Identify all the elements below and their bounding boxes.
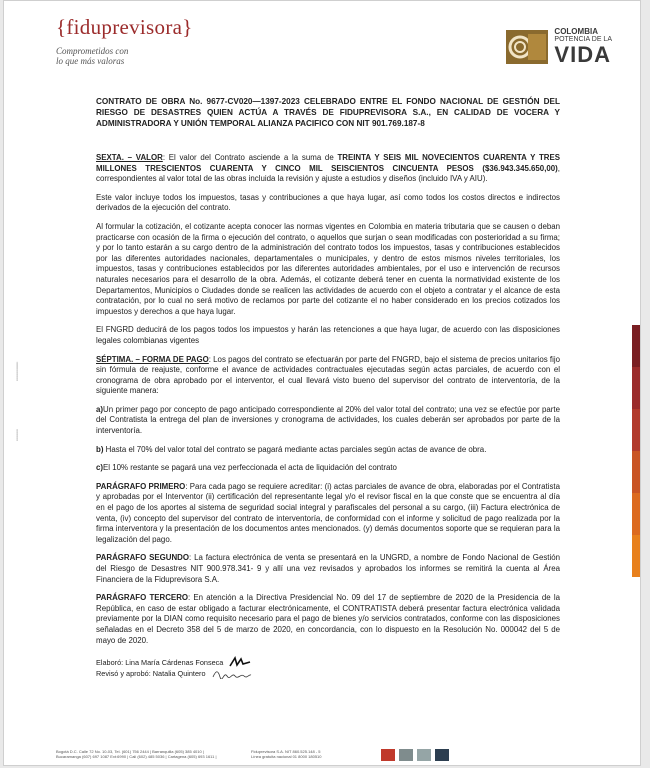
colombia-text: COLOMBIA bbox=[554, 27, 598, 36]
paragrafo-segundo: PARÁGRAFO SEGUNDO: La factura electrónica de venta se presentará en la UNGRD, a nombre de Fondo Nacional de Gestión del Riesgo de Desastres NIT 900.978.341- 9 y allí una vez revisados y aprobados los informes se remitirá la cuenta al Área Financiera de la Fiduprevisora S.A. bbox=[96, 553, 560, 584]
side-margin-text-2: ▪▪▪▪▪▪▪▪▪▪▪ bbox=[15, 429, 19, 441]
footer-offices-1: Bogotá D.C. Calle 72 No. 10-03, Tel. (601) 756 2444 | Barranquilla (605) 385 4010 | bbox=[56, 749, 204, 754]
color-bar-segment bbox=[632, 451, 640, 493]
reviso-text: Revisó y aprobó: Natalia Quintero bbox=[96, 669, 206, 679]
signature-block bbox=[96, 656, 560, 679]
clause-septima: SÉPTIMA. – FORMA DE PAGO: Los pagos del contrato se efectuarán por parte del FNGRD, bajo el sistema de precios unitarios fijo sin fórmula de reajuste, conforme el avance de actividades contractuales ejecutadas según actas parciales, de acuerdo con el cronograma de obra aprobado por el interventor, el cual llevará visto bueno del supervisor del contrato de interventoría, de la siguiente manera: bbox=[96, 354, 560, 396]
footer-phone: Línea gratuita nacional 01 8000 180510 bbox=[251, 754, 322, 759]
color-bar-segment bbox=[632, 409, 640, 451]
clause-sexta: SEXTA. – VALOR: El valor del Contrato asciende a la suma de TREINTA Y SEIS MIL NOVECIENTOS CUARENTA Y TRES MILLONES TRESCIENTOS CUARENTA Y CINCO MIL SEISCIENTOS CINCUENTA PESOS ($36.943.345.650,00), correspondientes al valor total de las obras incluida la revisión y ajuste a estudios y diseños (incluido IVA y AIU). bbox=[96, 153, 561, 184]
color-bar-segment bbox=[632, 535, 640, 577]
paragraph-taxes: Este valor incluye todos los impuestos, tasas y contribuciones a que haya lugar, así como todos los costos directos e indirectos derivados de la ejecución del contrato. bbox=[96, 192, 560, 213]
footer-logos bbox=[381, 749, 453, 761]
footer-logo-block bbox=[381, 749, 395, 761]
elaboro-text: Elaboró: Lina María Cárdenas Fonseca bbox=[96, 657, 224, 667]
paragrafo-primero: PARÁGRAFO PRIMERO: Para cada pago se requiere acreditar: (i) actas parciales de avance de obra, elaboradas por el Contratista y aprobadas por el Interventor (ii) certificación del representante legal y/o el revisor fiscal en la que conste que se encuentra al día en el pago de los aportes al sistema de seguridad social integral y parafiscales del personal a su cargo, (iii) Factura electrónica de venta, (iv) concepto del supervisor del contrato de interventoría, de conformidad con el informe y solicitud de pago realizada por la firma interventora y la presentación de los documentos antes mencionados. (y) demás documentos soporte que se requieran para la legalización del pago. bbox=[96, 481, 560, 544]
color-bar-segment bbox=[632, 493, 640, 535]
fiduprevisora-logo bbox=[56, 15, 193, 66]
footer-logo-block bbox=[417, 749, 431, 761]
footer-logo-block bbox=[399, 749, 413, 761]
color-bar-segment bbox=[632, 367, 640, 409]
paragraph-deductions: El FNGRD deducirá de los pagos todos los impuestos y harán las retenciones a que haya lugar, de acuerdo con las disposiciones legales colombianas vigentes bbox=[96, 325, 560, 345]
contract-title: CONTRATO DE OBRA No. 9677-CV020—1397-2023 CELEBRADO ENTRE EL FONDO NACIONAL DE GESTIÓN DEL RIESGO DE DESASTRES QUIEN ACTÚA A TRAVÉS DE FIDUPREVISORA S.A., EN CALIDAD DE VOCERA Y ADMINISTRADORA Y UNIÓN TEMPORAL ALIANZA PACIFICO CON NIT 901.769.187-8 bbox=[96, 97, 560, 128]
handwritten-signature-icon bbox=[212, 669, 252, 679]
paragrafo-tercero: PARÁGRAFO TERCERO: En atención a la Directiva Presidencial No. 09 del 17 de septiembre de 2020 de la Presidencia de la República, en caso de estar obligado a facturar electrónicamente, el CONTRATISTA deberá presentar factura electrónica validada previamente por la DIAN como requisito necesario para el pago de bienes y/o servicios contratados, conforme con las disposiciones señaladas en el Decreto 358 del 5 de marzo de 2020, en concordancia, con lo dispuesto en la Resolución No. 000042 del 5 de mayo de 2020. bbox=[96, 593, 560, 645]
colombia-logo-mark-icon bbox=[506, 30, 548, 64]
vida-text: VIDA bbox=[554, 42, 611, 67]
footer-logo-block bbox=[435, 749, 449, 761]
side-margin-text: ▪▪▪▪▪▪▪▪▪▪▪▪▪▪▪▪▪▪ bbox=[15, 361, 19, 381]
colombia-potencia-logo bbox=[506, 27, 612, 66]
document-page bbox=[3, 0, 641, 766]
side-color-bar bbox=[632, 325, 640, 577]
fiduprevisora-wordmark: {fiduprevisora} bbox=[56, 15, 193, 39]
payment-item-a: a)Un primer pago por concepto de pago anticipado correspondiente al 20% del valor total del contrato; una vez se efectúe por parte del Contratista la entrega del plan de inversiones y cronograma de actividades, los cuales deberán ser aprobados por parte de la interventoría. bbox=[96, 404, 560, 436]
signature-scribble-icon bbox=[229, 656, 251, 668]
color-bar-segment bbox=[632, 325, 640, 367]
payment-item-b: b) Hasta el 70% del valor total del contrato se pagará mediante actas parciales según actas de avance de obra. bbox=[96, 444, 487, 454]
payment-item-c: c)El 10% restante se pagará una vez perfeccionada el acta de liquidación del contrato bbox=[96, 463, 397, 473]
potencia-text: POTENCIA DE LA bbox=[554, 36, 612, 43]
footer-nit: Fiduprevisora S.A. NIT 860.525.148 - 5 bbox=[251, 749, 321, 754]
page-footer bbox=[56, 749, 616, 761]
footer-offices-2: Bucaramanga (607) 697 1087 Ext:6990 | Cali (602) 485 5036 | Cartagena (605) 693 1611 | bbox=[56, 754, 217, 759]
document-body bbox=[96, 96, 560, 679]
fiduprevisora-tagline: Comprometidos con lo que más valoras bbox=[56, 46, 129, 66]
paragraph-quotation: Al formular la cotización, el cotizante acepta conocer las normas vigentes en Colombia en materia tributaria que se causen o deban practicarse con ocasión de la firma o ejecución del contrato, o aquellos que surjan o sean modificadas con posterioridad a su firma; y por lo tanto estarán a su cargo dentro de la administración del contrato todos los impuestos, tasas y contribuciones establecidos por las diferentes autoridades nacionales, departamentales o municipales, y dentro de estos mismos niveles territoriales, los impuestos, tasas y contribuciones establecidos por las diferentes autoridades ambientales, por el uso e intervención de recursos naturales necesarios para el desarrollo de la obra. Además, el cotizante deberá tener en cuenta la normatividad existente de los Departamentos, Municipios o Ciudades donde se realicen las actividades de acuerdo con el objeto a contratar y el alcance de esta contratación, por lo cual no será motivo de reclamos por parte del cotizante el no haber considerado en los precios cotizados los impuestos y derechos a que haya lugar. bbox=[96, 221, 560, 316]
